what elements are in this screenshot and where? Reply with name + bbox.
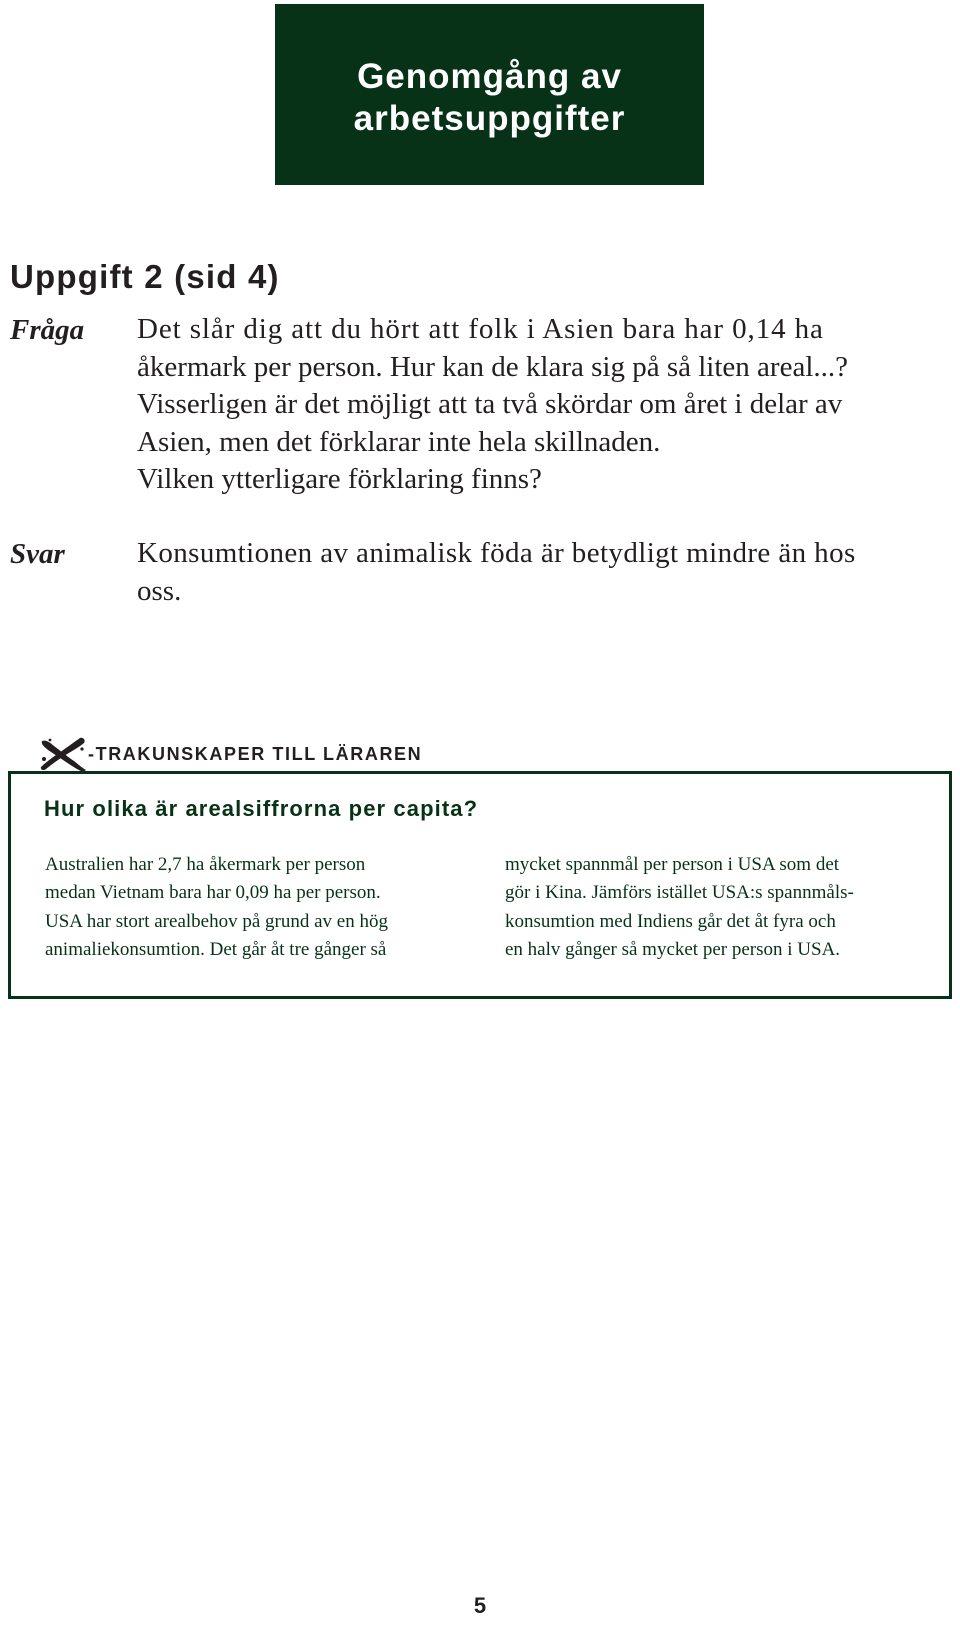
- info-line: USA har stort arealbehov på grund av en hög: [45, 910, 388, 932]
- question-text: [137, 311, 955, 499]
- chapter-title-line: arbetsuppgifter: [353, 98, 626, 138]
- info-heading: Hur olika är arealsiffrorna per capita?: [44, 796, 479, 821]
- answer-label: Svar: [10, 538, 65, 570]
- info-line: animaliekonsumtion. Det går åt tre gånger så: [45, 938, 387, 960]
- extra-knowledge-label: [38, 736, 422, 772]
- answer-line: oss.: [137, 574, 182, 607]
- chapter-title-line: Genomgång av: [357, 56, 622, 96]
- task-heading: Uppgift 2 (sid 4): [10, 258, 280, 295]
- question-label: Fråga: [10, 314, 85, 346]
- question-line: Asien, men det förklarar inte hela skillnaden.: [137, 425, 661, 458]
- question-line: åkermark per person. Hur kan de klara sig på så liten areal...?: [137, 350, 848, 383]
- extra-knowledge-title: -TRAKUNSKAPER TILL LÄRAREN: [88, 743, 423, 764]
- x-brush-icon: [38, 735, 90, 773]
- info-line: gör i Kina. Jämförs istället USA:s spannmåls-: [505, 882, 854, 904]
- question-line: Visserligen är det möjligt att ta två skördar om året i delar av: [137, 388, 843, 420]
- question-line: Det slår dig att du hört att folk i Asien bara har 0,14 ha: [137, 313, 824, 345]
- page-number: 5: [473, 1593, 487, 1618]
- info-line: mycket spannmål per person i USA som det: [505, 854, 840, 875]
- info-line: Australien har 2,7 ha åkermark per person: [45, 854, 366, 875]
- info-line: en halv gånger så mycket per person i USA.: [505, 938, 841, 960]
- chapter-title: [354, 56, 626, 140]
- teacher-info-box: [8, 771, 952, 999]
- info-line: konsumtion med Indiens går det åt fyra och: [505, 910, 836, 932]
- info-column-right: [505, 851, 925, 964]
- chapter-header-box: [275, 4, 704, 185]
- info-column-left: [45, 851, 465, 964]
- answer-text: [137, 535, 955, 610]
- question-line: Vilken ytterligare förklaring finns?: [137, 463, 542, 495]
- info-line: medan Vietnam bara har 0,09 ha per person.: [45, 882, 381, 904]
- answer-line: Konsumtionen av animalisk föda är betydligt mindre än hos: [137, 537, 856, 569]
